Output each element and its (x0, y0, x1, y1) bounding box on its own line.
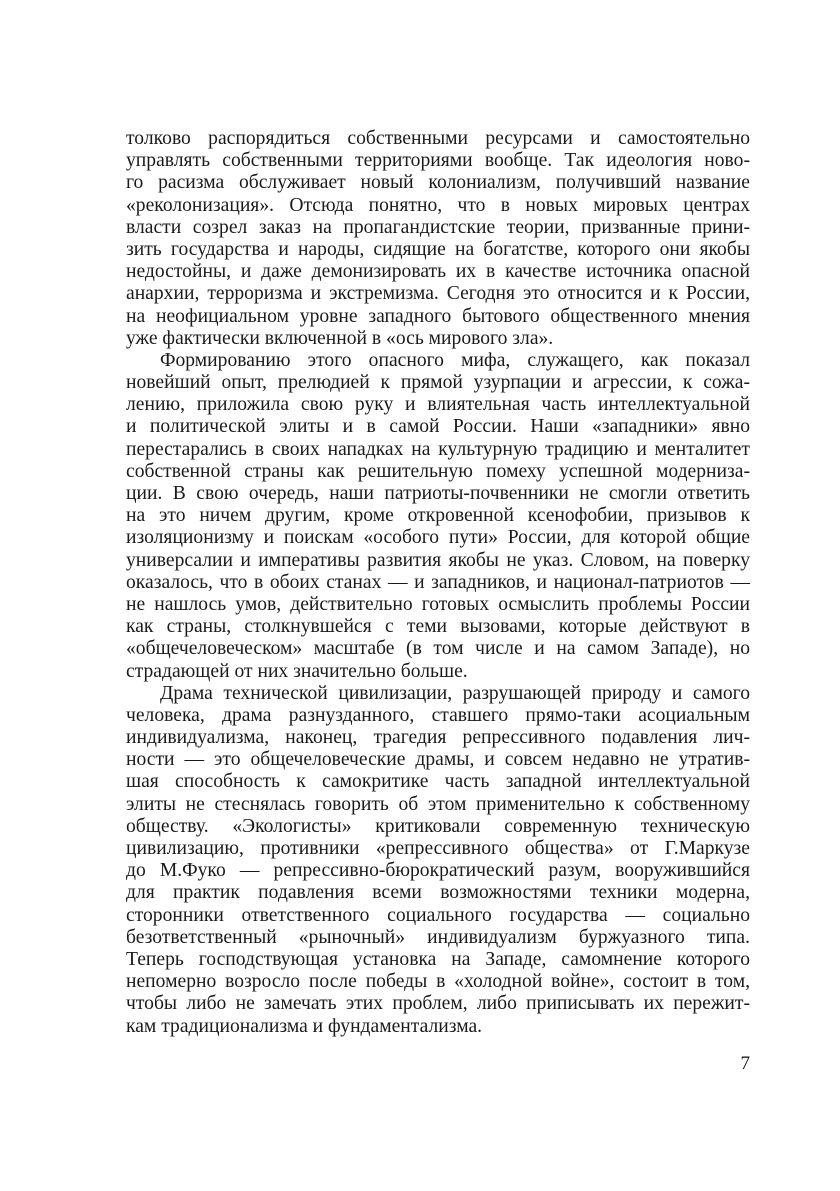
text-line: перестарались в своих нападках на культурную традицию и менталитет (126, 438, 750, 460)
text-line: Теперь господствующая установка на Западе, самомнение которого (126, 948, 750, 970)
text-line: оказалось, что в обоих станах — и западников, и национал-патриотов — (126, 571, 750, 593)
text-line: и политической элиты и в самой России. Наши «западники» явно (126, 416, 750, 438)
text-line: на неофициальном уровне западного бытового общественного мнения (126, 305, 750, 327)
text-line: ции. В свою очередь, наши патриоты-почвенники не смогли ответить (126, 483, 750, 504)
text-line: индивидуализма, наконец, трагедия репрессивного подавления лич- (126, 727, 750, 749)
text-line: элиты не стеснялась говорить об этом применительно к собственному (126, 793, 750, 815)
text-line: универсалии и императивы развития якобы не указ. Словом, на поверку (126, 549, 750, 571)
text-line: чтобы либо не замечать этих проблем, либо приписывать их пережит- (126, 993, 750, 1015)
page-number: 7 (740, 1053, 750, 1074)
text-line: непомерно возросло после победы в «холодной войне», состоит в том, (126, 971, 750, 993)
text-line: изоляционизму и поискам «особого пути» России, для которой общие (126, 527, 750, 549)
text-line: шая способность к самокритике часть западной интеллектуальной (126, 771, 750, 793)
paragraph-1 (126, 128, 750, 350)
text-line: Формированию этого опасного мифа, служащего, как показал (160, 349, 750, 371)
text-line: кам традиционализма и фундаментализма. (126, 1015, 483, 1037)
text-line: «реколонизация». Отсюда понятно, что в новых мировых центрах (126, 194, 750, 216)
text-line: анархии, терроризма и экстремизма. Сегодня это относится и к России, (126, 283, 750, 305)
text-line: уже фактически включенной в «ось мирового зла». (126, 327, 554, 349)
text-line: недостойны, и даже демонизировать их в качестве источника опасной (126, 261, 750, 283)
text-line: как страны, столкнувшейся с теми вызовами, которые действуют в (126, 616, 750, 638)
text-line: го расизма обслуживает новый колониализм, получивший название (126, 172, 750, 194)
text-line: новейший опыт, прелюдией к прямой узурпации и агрессии, к сожа- (126, 372, 750, 394)
paragraph-2 (126, 350, 750, 683)
text-line: ности — это общечеловеческие драмы, и совсем недавно не утратив- (126, 749, 750, 771)
text-line: зить государства и народы, сидящие на богатстве, которого они якобы (126, 238, 750, 260)
text-line: толково распорядиться собственными ресурсами и самостоятельно (126, 128, 750, 149)
page-body-text (126, 128, 750, 1038)
text-line: сторонники ответственного социального государства — социально (126, 904, 750, 926)
text-line: «общечеловеческом» масштабе (в том числе и на самом Западе), но (126, 638, 750, 660)
paragraph-3 (126, 683, 750, 1038)
text-line: для практик подавления всеми возможностями техники модерна, (126, 882, 750, 904)
text-line: до М.Фуко — репрессивно-бюрократический разум, вооружившийся (126, 860, 750, 882)
text-line: не нашлось умов, действительно готовых осмыслить проблемы России (126, 593, 750, 615)
text-line: Драма технической цивилизации, разрушающей природу и самого (160, 682, 750, 704)
text-line: собственной страны как решительную помеху успешной модерниза- (126, 460, 750, 482)
text-line: безответственный «рыночный» индивидуализм буржуазного типа. (126, 926, 750, 948)
text-line: цивилизацию, противники «репрессивного общества» от Г.Маркузе (126, 838, 750, 859)
text-line: власти созрел заказ на пропагандистские теории, призванные прини- (126, 216, 750, 238)
text-line: обществу. «Экологисты» критиковали современную техническую (126, 815, 750, 837)
text-line: управлять собственными территориями вообще. Так идеология ново- (126, 150, 750, 172)
text-line: страдающей от них значительно больше. (126, 660, 468, 682)
text-line: на это ничем другим, кроме откровенной ксенофобии, призывов к (126, 505, 750, 527)
text-line: лению, приложила свою руку и влиятельная часть интеллектуальной (126, 394, 750, 416)
text-line: человека, драма разнузданного, ставшего прямо-таки асоциальным (126, 704, 750, 726)
